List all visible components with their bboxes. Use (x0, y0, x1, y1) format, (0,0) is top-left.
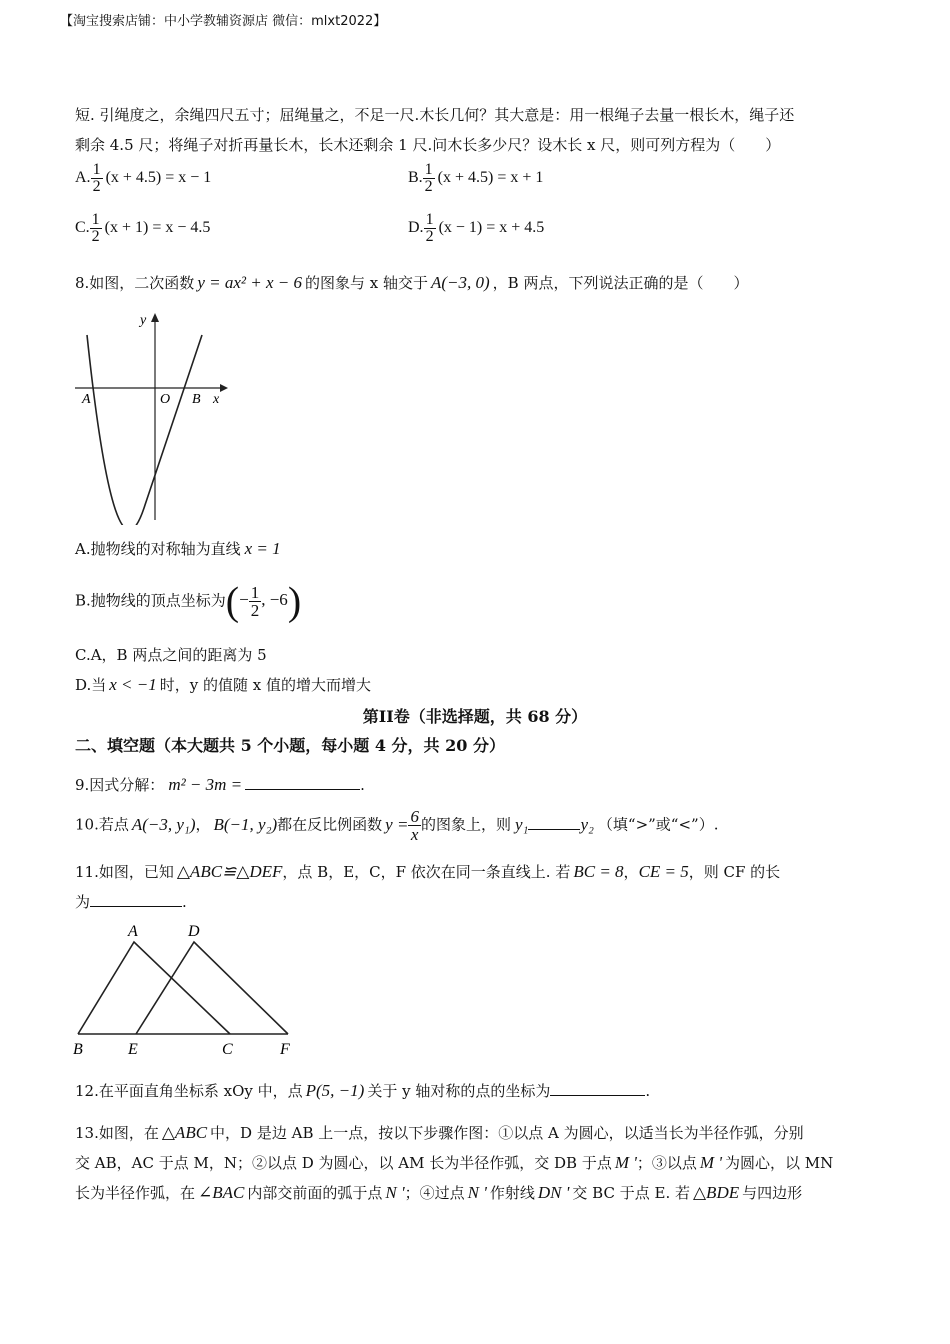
label-c: C (222, 1041, 233, 1058)
q13-line-1: 13.如图，在 △ABC 中，D 是边 AB 上一点，按以下步骤作图：①以点 A 为圆心，以适当长为半径作弧，分别 (75, 1123, 804, 1142)
q10: 10.若点 A(−3, y₁)， B(−1, y₂)都在反比例函数 y = $\frac{6}{x}$ 的图象上，则 y₁ y₂ （填“>”或“<”）. (75, 807, 719, 844)
q7-option-c: C. $\frac{1}{2}$ (x + 1) = x − 4.5 (75, 211, 211, 245)
x-axis-arrow (220, 384, 228, 392)
triangle-def (136, 942, 288, 1034)
part2-title: 二、填空题（本大题共 5 个小题，每小题 4 分，共 20 分） (75, 736, 505, 755)
q13-line-3: 长为半径作弧，在 ∠BAC 内部交前面的弧于点 N '；④过点 N ' 作射线 DN ' 交 BC 于点 E. 若 △BDE 与四边形 (75, 1183, 803, 1202)
q8-option-b: B.抛物线的顶点坐标为(− $\frac{1}{2}$ , −6) (75, 579, 302, 624)
q8-option-d: D.当 x < −1 时，y 的值随 x 值的增大而增大 (75, 675, 372, 694)
parabola-graph (70, 310, 240, 525)
q9: 9.因式分解： m² − 3m = . (75, 775, 365, 794)
q9-blank[interactable] (245, 775, 360, 790)
q11-line-2: 为 . (75, 893, 187, 911)
label-d: D (188, 923, 200, 940)
page-header: 【淘宝搜索店铺：中小学教辅资源店 微信：mlxt2022】 (60, 14, 387, 29)
label-y: y (140, 313, 147, 328)
q8-option-a: A.抛物线的对称轴为直线 x = 1 (75, 539, 281, 558)
q13-line-2: 交 AB，AC 于点 M，N；②以点 D 为圆心，以 AM 长为半径作弧，交 DB 于点 M '；③以点 M ' 为圆心，以 MN (75, 1153, 834, 1172)
label-a: A (128, 923, 138, 940)
q8-stem: 8.如图，二次函数 y = ax² + x − 6 的图象与 x 轴交于 A(−3, 0) ，B 两点，下列说法正确的是（ ） (75, 273, 749, 292)
q7-line-2: 剩余 4.5 尺；将绳子对折再量长木，长木还剩余 1 尺.问木长多少尺？设木长 x 尺，则可列方程为（ ） (75, 136, 781, 154)
section-title: 第II卷（非选择题，共 68 分） (362, 707, 588, 726)
triangles-figure (70, 918, 300, 1063)
q8-option-c: C.A，B 两点之间的距离为 5 (75, 646, 267, 664)
q12-blank[interactable] (550, 1081, 645, 1096)
label-e: E (128, 1041, 138, 1058)
y-axis-arrow (151, 313, 159, 322)
q7-option-b: B. $\frac{1}{2}$ (x + 4.5) = x + 1 (408, 161, 544, 195)
parabola-curve (87, 335, 202, 525)
label-b: B (192, 392, 201, 407)
q10-blank[interactable] (528, 815, 580, 830)
label-x: x (213, 392, 220, 407)
label-a: A (82, 392, 91, 407)
q11-line-1: 11.如图，已知 △ABC≌△DEF，点 B，E，C，F 依次在同一条直线上. 若 BC = 8，CE = 5，则 CF 的长 (75, 862, 781, 881)
q7-line-1: 短. 引绳度之，余绳四尺五寸；屈绳量之，不足一尺.木长几何？其大意是：用一根绳子去量一根长木，绳子还 (75, 106, 795, 124)
label-b: B (73, 1041, 83, 1058)
q12: 12.在平面直角坐标系 xOy 中，点 P(5, −1) 关于 y 轴对称的点的坐标为 . (75, 1081, 651, 1100)
q11-blank[interactable] (90, 892, 182, 907)
q7-option-d: D. $\frac{1}{2}$ (x − 1) = x + 4.5 (408, 211, 545, 245)
q7-option-a: A. $\frac{1}{2}$ (x + 4.5) = x − 1 (75, 161, 212, 195)
label-f: F (280, 1041, 290, 1058)
label-o: O (160, 392, 171, 407)
